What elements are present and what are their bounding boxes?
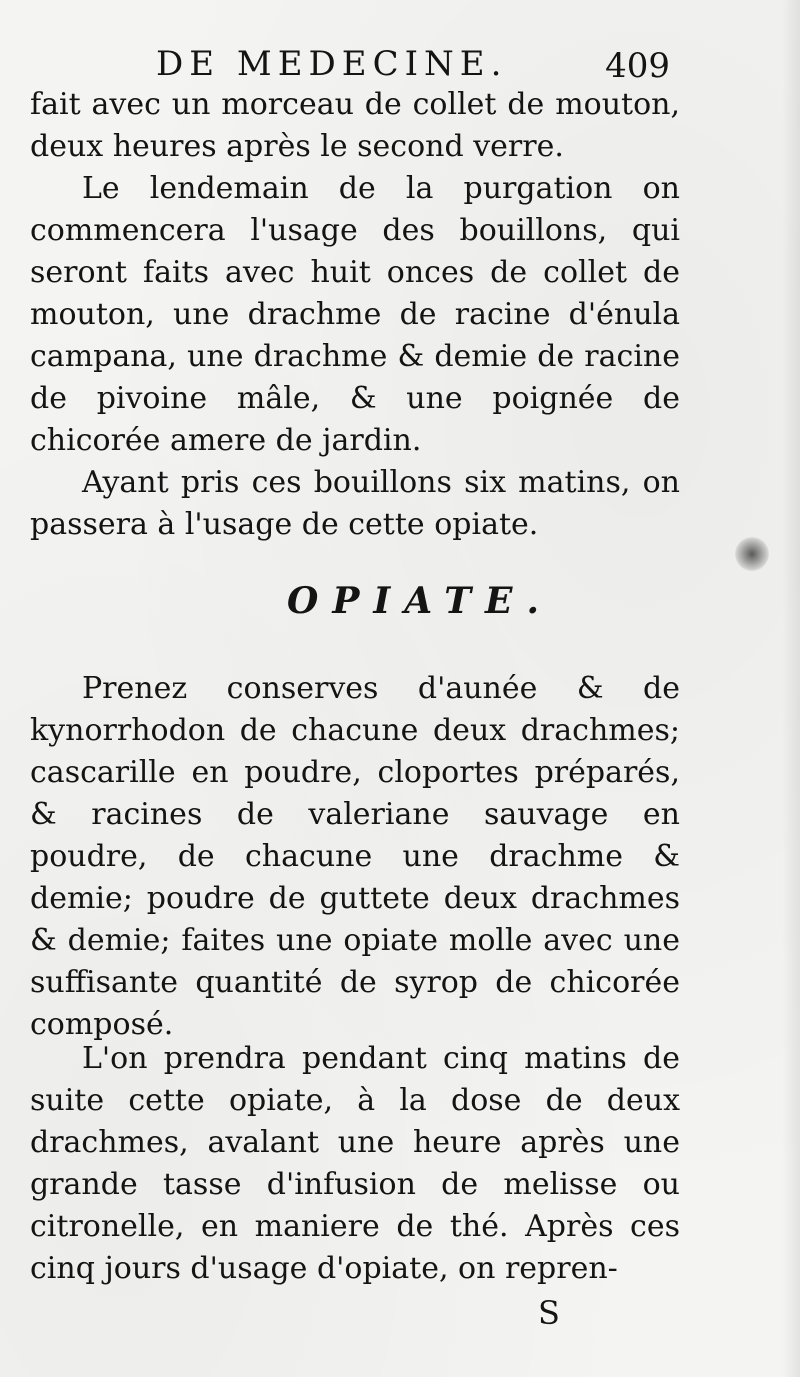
paragraph-text: Le lendemain de la purgation on commencera l'usage des bouillons, qui seront faits avec huit onces de collet de mouton, une drachme de racine d'énula campana, une drachme & demie de racine de pivoine mâle, & une poignée de chicorée amere de jardin.	[30, 171, 680, 458]
paragraph-dosage	[30, 1038, 680, 1290]
page-number: 409	[605, 46, 670, 86]
paragraph-transition	[30, 462, 680, 546]
paragraph-recipe	[30, 668, 680, 1046]
paragraph-text: Prenez conserves d'aunée & de kynorrhodon de chacune deux drachmes; cascarille en poudre, cloportes préparés, & racines de valeriane sauvage en poudre, de chacune une drachme & demie; poudre de guttete deux drachmes & demie; faites une opiate molle avec une suffisante quantité de syrop de chicorée composé.	[30, 671, 680, 1042]
section-heading: OPIATE.	[287, 580, 553, 622]
paragraph-text: fait avec un morceau de collet de mouton, deux heures après le second verre.	[30, 87, 680, 164]
paragraph-continuation	[30, 84, 680, 168]
ink-stain	[735, 537, 769, 571]
catchword: S	[538, 1294, 560, 1332]
paragraph-text: Ayant pris ces bouillons six matins, on passera à l'usage de cette opiate.	[30, 465, 680, 542]
page-edge-shadow	[782, 0, 800, 1377]
page-header	[150, 40, 670, 90]
running-head: DE MEDECINE.	[156, 44, 508, 84]
paragraph-text: L'on prendra pendant cinq matins de suite cette opiate, à la dose de deux drachmes, avalant une heure après une grande tasse d'infusion de melisse ou citronelle, en maniere de thé. Après ces cinq jours d'usage d'opiate, on repren-	[30, 1041, 680, 1286]
paragraph-bouillons	[30, 168, 680, 462]
